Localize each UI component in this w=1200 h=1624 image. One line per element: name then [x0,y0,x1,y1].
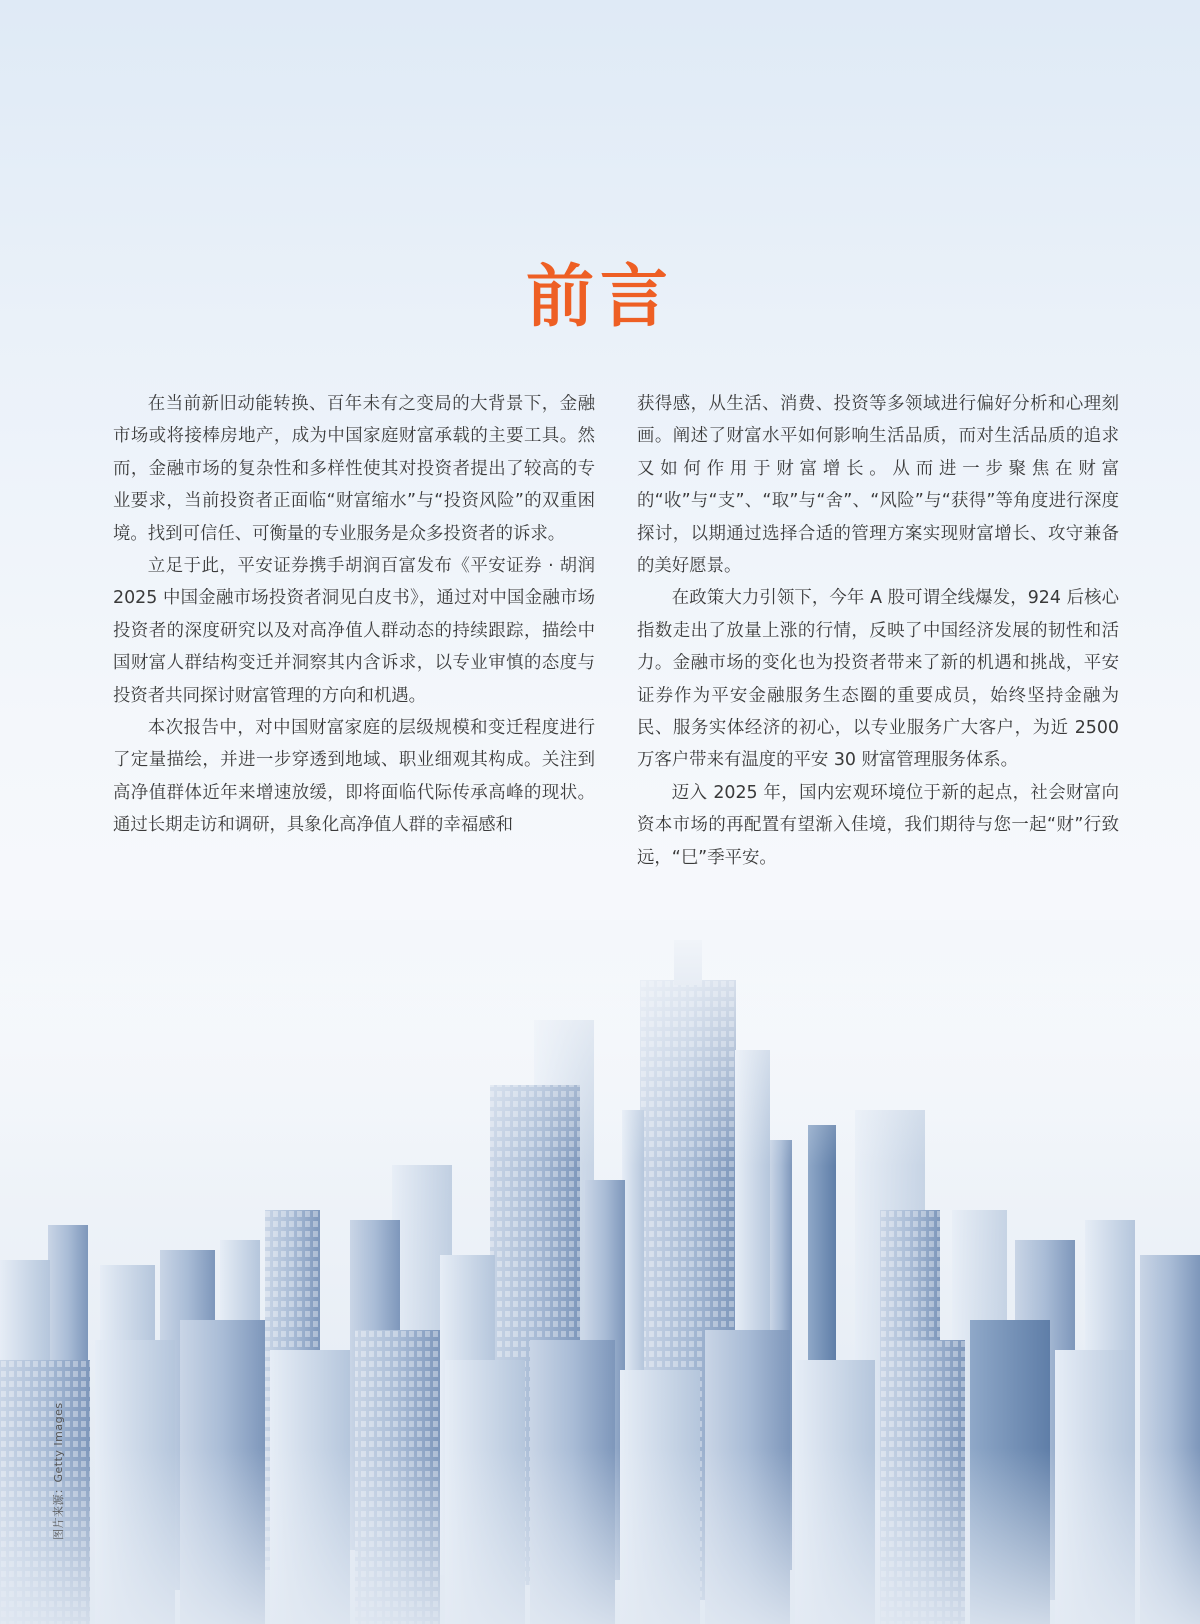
body-column-right [637,388,1119,874]
paragraph: 立足于此，平安证券携手胡润百富发布《平安证券 · 胡润 2025 中国金融市场投资者洞见白皮书》，通过对中国金融市场投资者的深度研究以及对高净值人群动态的持续跟踪，描绘中国财富人群结构变迁并洞察其内含诉求，以专业审慎的态度与投资者共同探讨财富管理的方向和机遇。 [113,556,595,706]
paragraph: 在当前新旧动能转换、百年未有之变局的大背景下，金融市场或将接棒房地产，成为中国家庭财富承载的主要工具。然而，金融市场的复杂性和多样性使其对投资者提出了较高的专业要求，当前投资者正面临“财富缩水”与“投资风险”的双重困境。找到可信任、可衡量的专业服务是众多投资者的诉求。 [113,394,595,544]
city-skyline-image [0,920,1200,1624]
paragraph-continued: 获得感，从生活、消费、投资等多领域进行偏好分析和心理刻画。阐述了财富水平如何影响生活品质，而对生活品质的追求又如何作用于财富增长。从而进一步聚焦在财富的“收”与“支”、“取”与“舍”、“风险”与“获得”等角度进行深度探讨，以期通过选择合适的管理方案实现财富增长、攻守兼备的美好愿景。 [637,394,1119,577]
page-title: 前言 [525,258,674,337]
paragraph: 迈入 2025 年，国内宏观环境位于新的起点，社会财富向资本市场的再配置有望渐入佳境，我们期待与您一起“财”行致远，“巳”季平安。 [637,782,1119,868]
image-credit: 图片来源：Getty Images [52,1402,65,1540]
paragraph: 本次报告中，对中国财富家庭的层级规模和变迁程度进行了定量描绘，并进一步穿透到地域、职业细观其构成。关注到高净值群体近年来增速放缓，即将面临代际传承高峰的现状。通过长期走访和调研，具象化高净值人群的幸福感和 [113,718,595,836]
paragraph: 在政策大力引领下，今年 A 股可谓全线爆发，924 后核心指数走出了放量上涨的行情，反映了中国经济发展的韧性和活力。金融市场的变化也为投资者带来了新的机遇和挑战，平安证券作为平安金融服务生态圈的重要成员，始终坚持金融为民、服务实体经济的初心，以专业服务广大客户，为近 2500 万客户带来有温度的平安 30 财富管理服务体系。 [637,588,1119,771]
body-column-left [113,388,595,842]
